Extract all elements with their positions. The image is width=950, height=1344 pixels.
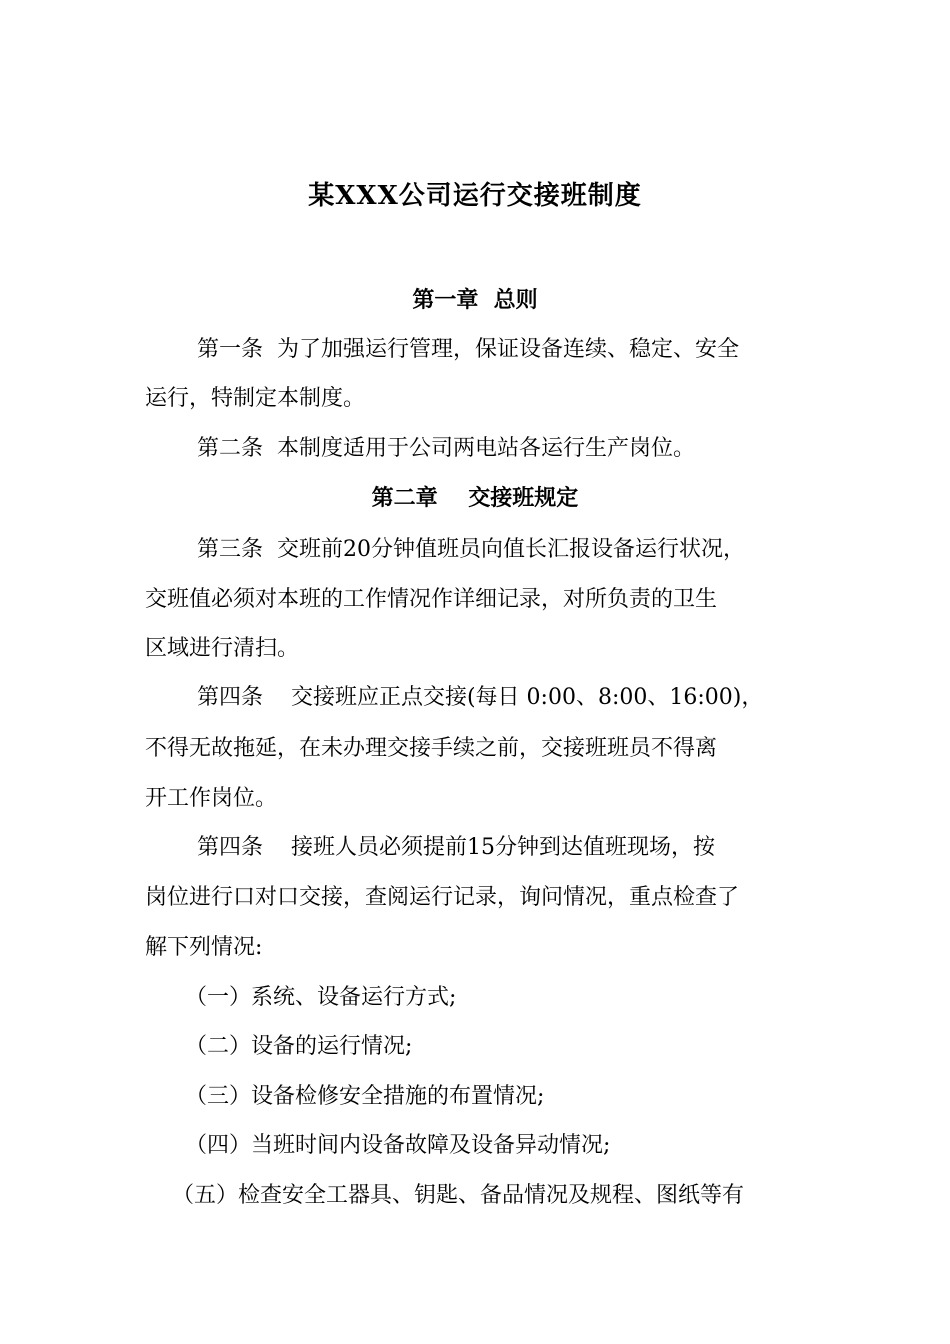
document-title: 某XXX公司运行交接班制度 [308, 181, 642, 211]
list-item: （四）当班时间内设备故障及设备异动情况; [185, 1133, 611, 1158]
article-4b-line-2: 岗位进行口对口交接，查阅运行记录，询问情况，重点检查了 [145, 885, 740, 910]
article-3-line-1: 第三条 交班前20分钟值班员向值长汇报设备运行状况， [197, 537, 745, 562]
article-4a-line-3: 开工作岗位。 [145, 786, 278, 811]
list-item: （二）设备的运行情况; [185, 1034, 413, 1059]
article-4a-line-1: 第四条 交接班应正点交接(每日 0:00、8:00、16:00)， [197, 685, 764, 710]
article-2-line-1: 第二条 本制度适用于公司两电站各运行生产岗位。 [197, 436, 695, 461]
chapter-1-heading: 第一章 总则 [412, 287, 538, 313]
chapter-2-heading: 第二章 交接班规定 [371, 485, 579, 511]
list-item: （五）检查安全工器具、钥匙、备品情况及规程、图纸等有 [172, 1183, 745, 1208]
list-item: （三）设备检修安全措施的布置情况; [185, 1084, 545, 1109]
article-4a-line-2: 不得无故拖延，在未办理交接手续之前，交接班班员不得离 [145, 736, 718, 761]
article-4b-line-1: 第四条 接班人员必须提前15分钟到达值班现场，按 [197, 835, 715, 860]
list-item: （一）系统、设备运行方式; [185, 985, 457, 1010]
article-1-line-2: 运行，特制定本制度。 [145, 386, 366, 411]
article-1-line-1: 第一条 为了加强运行管理，保证设备连续、稳定、安全 [197, 337, 739, 362]
article-4b-line-3: 解下列情况: [145, 935, 263, 960]
article-3-line-3: 区域进行清扫。 [145, 636, 300, 661]
article-3-line-2: 交班值必须对本班的工作情况作详细记录，对所负责的卫生 [145, 587, 718, 612]
